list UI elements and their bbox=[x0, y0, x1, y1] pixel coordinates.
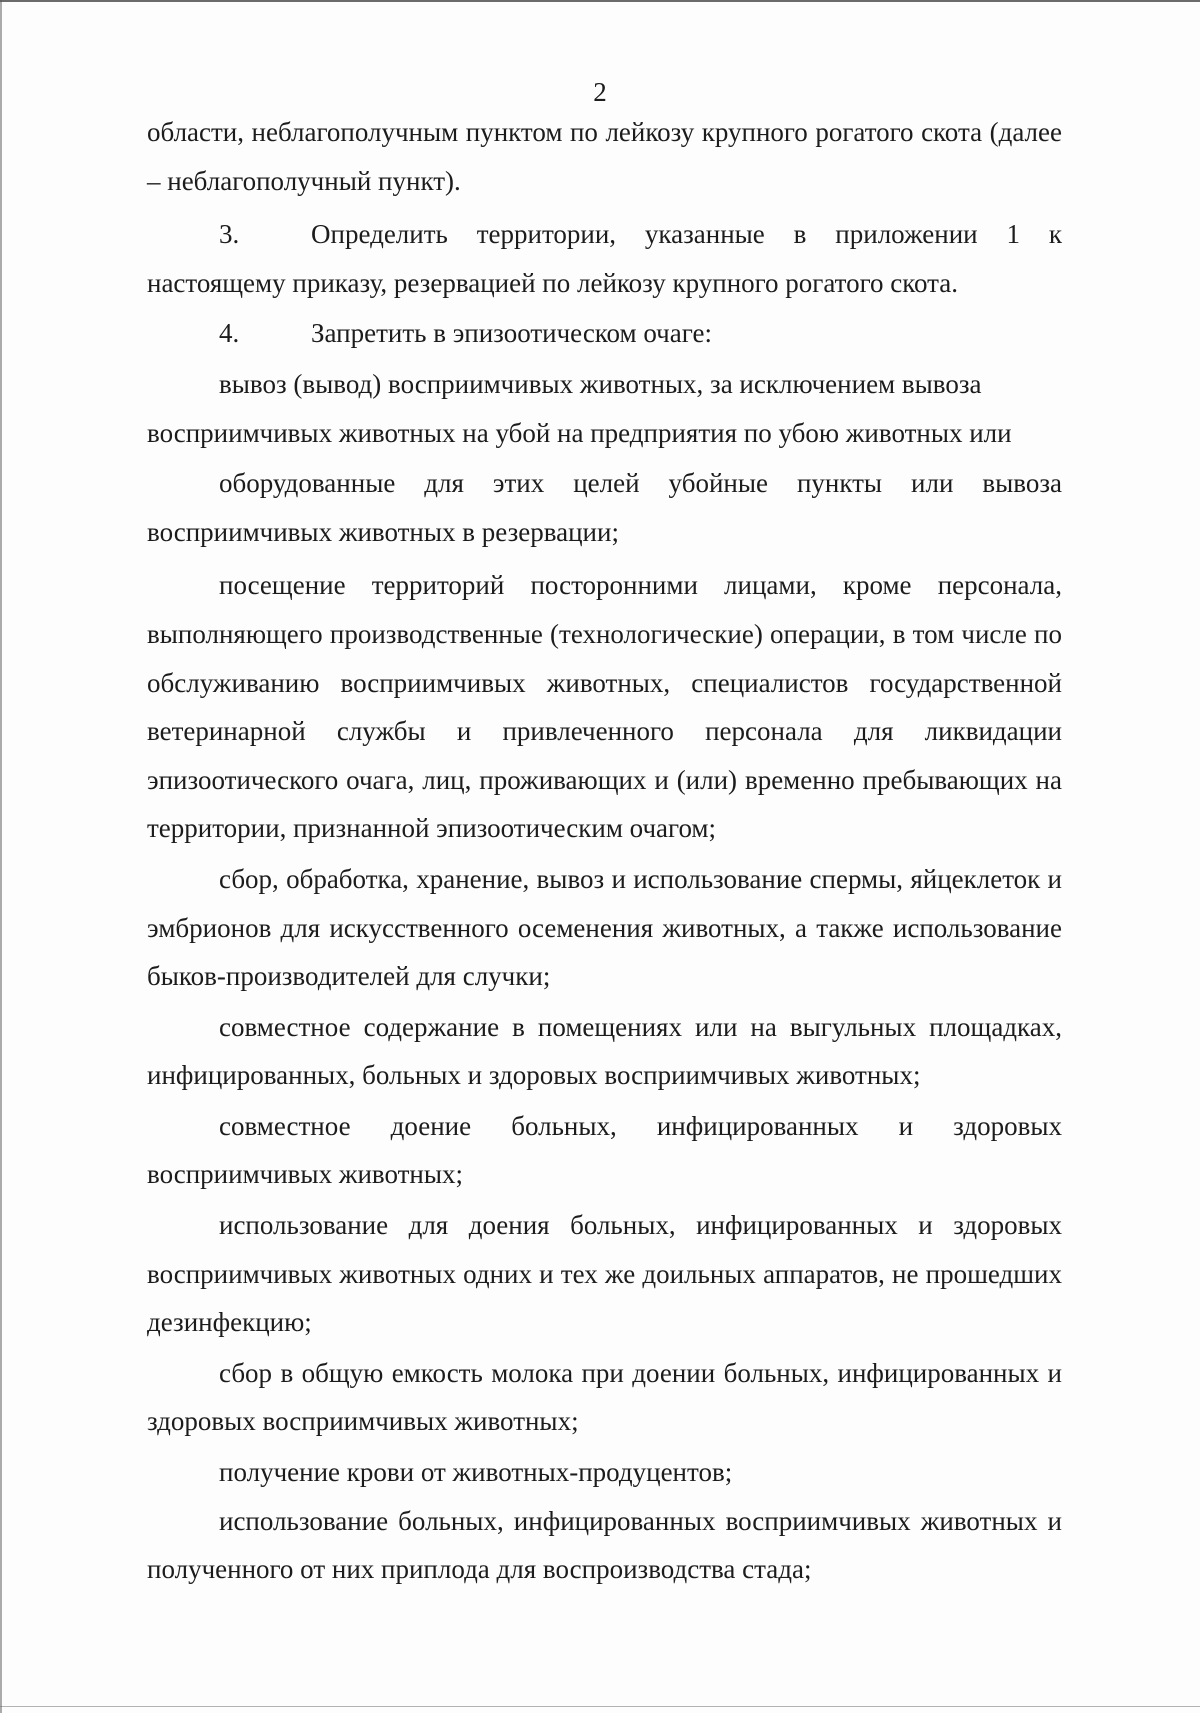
numbered-item-3 bbox=[147, 210, 1062, 307]
prohibition-item: вывоз (вывод) восприимчивых животных, за исключением вывоза восприимчивых животных на убой на предприятия по убою животных или bbox=[147, 368, 1012, 448]
prohibition-item: сбор в общую емкость молока при доении больных, инфицированных и здоровых восприимчивых животных; bbox=[147, 1357, 1062, 1437]
prohibition-item: оборудованные для этих целей убойные пункты или вывоза восприимчивых животных в резервации; bbox=[147, 468, 1062, 547]
prohibition-item: использование для доения больных, инфицированных и здоровых восприимчивых животных одних и тех же доильных аппаратов, не прошедших дезинфекцию; bbox=[147, 1210, 1062, 1338]
numbered-item-4 bbox=[147, 309, 1062, 358]
prohibition-item: совместное содержание в помещениях или на выгульных площадках, инфицированных, больных и здоровых восприимчивых животных; bbox=[147, 1011, 1062, 1091]
item-number: 4. bbox=[219, 318, 240, 349]
prohibition-item: сбор, обработка, хранение, вывоз и использование спермы, яйцеклеток и эмбрионов для искусственного осеменения животных, а также использование быков-производителей для случки; bbox=[147, 863, 1062, 992]
paragraph-continuation: области, неблагополучным пунктом по лейкозу крупного рогатого скота (далее – неблагополучный пункт). bbox=[147, 117, 1062, 196]
scan-left-edge bbox=[0, 0, 2, 1713]
document-body bbox=[147, 108, 1062, 1594]
scan-bottom-edge bbox=[0, 1706, 1200, 1707]
prohibition-item: посещение территорий посторонними лицами, кроме персонала, выполняющего производственные (технологические) операции, в том числе по обслуживанию восприимчивых животных, специалистов государственной ветеринарной службы и привлеченного персонала для ликвидации эпизоотического очага, лиц, проживающих и (или) временно пребывающих на территории, признанной эпизоотическим очагом; bbox=[147, 570, 1062, 844]
item-number: 3. bbox=[219, 219, 240, 250]
scan-top-edge bbox=[0, 0, 1200, 2]
prohibition-item: совместное доение больных, инфицированных и здоровых восприимчивых животных; bbox=[147, 1110, 1062, 1190]
prohibition-item: получение крови от животных-продуцентов; bbox=[219, 1457, 733, 1488]
item-text: Запретить в эпизоотическом очаге: bbox=[311, 318, 712, 349]
item-text: Определить территории, указанные в приложении 1 к настоящему приказу, резервацией по лейкозу крупного рогатого скота. bbox=[147, 219, 1062, 298]
prohibition-item: использование больных, инфицированных восприимчивых животных и полученного от них приплода для воспроизводства стада; bbox=[147, 1505, 1062, 1585]
page-number: 2 bbox=[593, 77, 607, 107]
